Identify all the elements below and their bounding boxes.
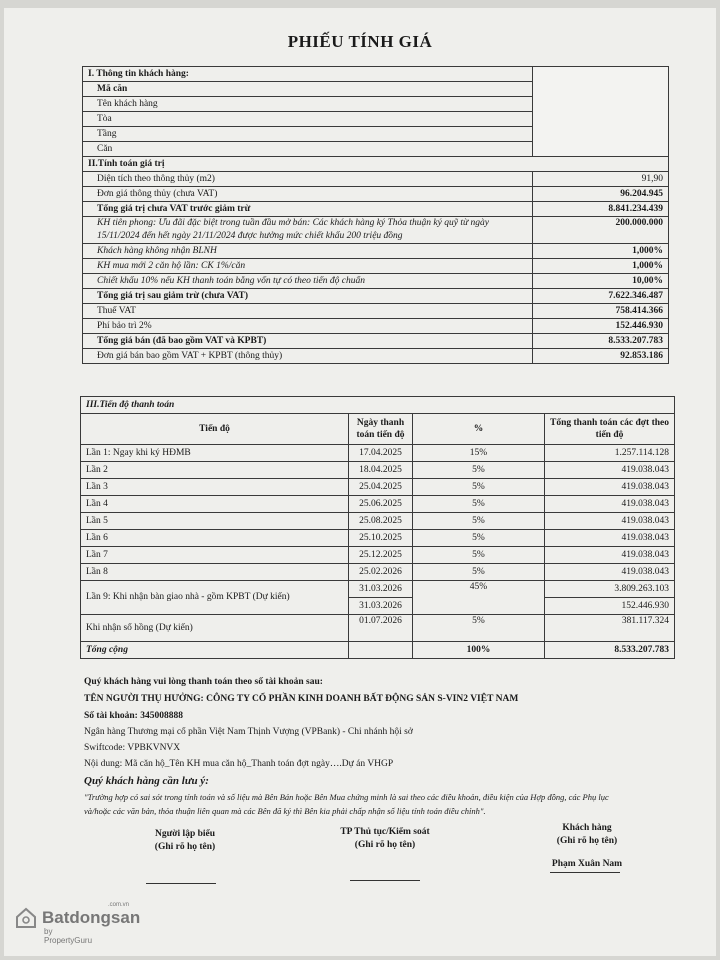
bank-name: Ngân hàng Thương mại cổ phần Việt Nam Thịnh Vượng (VPBank) - Chi nhánh hội sở xyxy=(84,727,413,737)
signature-customer xyxy=(532,822,642,871)
signature-title: Khách hàng xyxy=(562,823,612,833)
percent-cell: 5% xyxy=(413,530,545,547)
watermark-tld: .com.vn xyxy=(108,902,130,908)
amount-cell: 419.038.043 xyxy=(545,513,675,530)
pricing-value: 91,90 xyxy=(533,172,669,187)
total-date-empty xyxy=(349,642,413,659)
redacted-box xyxy=(533,67,669,157)
pricing-value: 1,000% xyxy=(533,259,669,274)
watermark-brand: Batdongsan xyxy=(42,908,141,927)
customer-heading: I. Thông tin khách hàng: xyxy=(83,67,533,82)
pricing-value: 8.841.234.439 xyxy=(533,202,669,217)
date-cell: 17.04.2025 xyxy=(349,445,413,462)
payment-schedule-table xyxy=(80,396,675,659)
total-percent: 100% xyxy=(413,642,545,659)
signature-subtitle: (Ghi rõ họ tên) xyxy=(154,842,216,852)
pricing-row xyxy=(83,349,669,364)
pricing-value: 96.204.945 xyxy=(533,187,669,202)
amount-cell: 381.117.324 xyxy=(545,615,675,642)
pricing-row xyxy=(83,319,669,334)
customer-name: Phạm Xuân Nam xyxy=(551,859,623,869)
schedule-total-row xyxy=(81,642,675,659)
note-line: và/hoặc các văn bản, thỏa thuận liên quan mà các Bên đã ký thì Bên kia phải chấp nhận số liệu tính toán điều chỉnh". xyxy=(84,806,486,816)
pricing-value: 7.622.346.487 xyxy=(533,289,669,304)
amount-cell: 419.038.043 xyxy=(545,462,675,479)
signature-line xyxy=(146,883,216,884)
pricing-row xyxy=(83,217,669,244)
schedule-row xyxy=(81,513,675,530)
schedule-row xyxy=(81,496,675,513)
house-icon xyxy=(14,906,38,930)
pricing-label: Tổng giá trị chưa VAT trước giảm trừ xyxy=(83,202,533,217)
date-cell: 25.04.2025 xyxy=(349,479,413,496)
schedule-row xyxy=(81,479,675,496)
schedule-row xyxy=(81,615,675,642)
stage-cell: Lần 9: Khi nhận bàn giao nhà - gồm KPBT (Dự kiến) xyxy=(81,581,349,615)
date-cell: 25.12.2025 xyxy=(349,547,413,564)
pricing-row xyxy=(83,202,669,217)
schedule-header-row xyxy=(81,414,675,445)
col-header-date: Ngày thanh toán tiến độ xyxy=(349,414,413,445)
bank-intro: Quý khách hàng vui lòng thanh toán theo số tài khoản sau: xyxy=(84,677,323,687)
pricing-label: Đơn giá bán bao gồm VAT + KPBT (thông thủy) xyxy=(83,349,533,364)
date-cell: 25.02.2026 xyxy=(349,564,413,581)
note-heading: Quý khách hàng cần lưu ý: xyxy=(84,775,209,787)
percent-cell: 15% xyxy=(413,445,545,462)
beneficiary: TÊN NGƯỜI THỤ HƯỞNG: CÔNG TY CỔ PHẦN KINH DOANH BẤT ĐỘNG SẢN S-VIN2 VIỆT NAM xyxy=(84,694,519,704)
date-cell: 25.06.2025 xyxy=(349,496,413,513)
pricing-label: KH mua mới 2 căn hộ lần: CK 1%/căn xyxy=(83,259,533,274)
pricing-value: 152.446.930 xyxy=(533,319,669,334)
pricing-row xyxy=(83,259,669,274)
signature-line xyxy=(350,880,420,881)
signature-preparer xyxy=(130,828,240,854)
percent-cell: 5% xyxy=(413,496,545,513)
pricing-label: Đơn giá thông thủy (chưa VAT) xyxy=(83,187,533,202)
pricing-value: 8.533.207.783 xyxy=(533,334,669,349)
customer-field: Mã căn xyxy=(83,82,533,97)
stage-cell: Lần 3 xyxy=(81,479,349,496)
pricing-row xyxy=(83,304,669,319)
signature-title: Người lập biểu xyxy=(154,829,216,839)
pricing-value: 1,000% xyxy=(533,244,669,259)
schedule-row xyxy=(81,445,675,462)
signature-subtitle: (Ghi rõ họ tên) xyxy=(556,836,618,846)
percent-cell: 5% xyxy=(413,479,545,496)
pricing-value: 200.000.000 xyxy=(533,217,669,244)
customer-field: Tên khách hàng xyxy=(83,97,533,112)
pricing-value: 758.414.366 xyxy=(533,304,669,319)
total-amount: 8.533.207.783 xyxy=(545,642,675,659)
amount-cell: 419.038.043 xyxy=(545,530,675,547)
stage-cell: Lần 8 xyxy=(81,564,349,581)
pricing-label: Tổng giá bán (đã bao gồm VAT và KPBT) xyxy=(83,334,533,349)
date-cell: 31.03.2026 xyxy=(349,598,413,615)
stage-cell: Lần 5 xyxy=(81,513,349,530)
signature-title: TP Thủ tục/Kiểm soát xyxy=(340,827,430,837)
pricing-value: 92.853.186 xyxy=(533,349,669,364)
schedule-row xyxy=(81,581,675,598)
pricing-table xyxy=(82,66,669,364)
customer-field: Tòa xyxy=(83,112,533,127)
amount-cell: 1.257.114.128 xyxy=(545,445,675,462)
percent-cell: 5% xyxy=(413,615,545,642)
date-cell: 25.10.2025 xyxy=(349,530,413,547)
amount-cell: 152.446.930 xyxy=(545,598,675,615)
pricing-row xyxy=(83,187,669,202)
pricing-row xyxy=(83,289,669,304)
amount-cell: 419.038.043 xyxy=(545,479,675,496)
swift-code: Swiftcode: VPBKVNVX xyxy=(84,743,181,753)
stage-cell: Lần 7 xyxy=(81,547,349,564)
pricing-label: Diện tích theo thông thủy (m2) xyxy=(83,172,533,187)
pricing-row xyxy=(83,334,669,349)
stage-cell: Lần 1: Ngay khi ký HĐMB xyxy=(81,445,349,462)
amount-cell: 419.038.043 xyxy=(545,547,675,564)
pricing-label: Khách hàng không nhận BLNH xyxy=(83,244,533,259)
date-cell: 25.08.2025 xyxy=(349,513,413,530)
amount-cell: 419.038.043 xyxy=(545,564,675,581)
pricing-row xyxy=(83,172,669,187)
signature-line xyxy=(550,872,620,873)
percent-cell: 45% xyxy=(413,581,545,615)
percent-cell: 5% xyxy=(413,564,545,581)
pricing-label: Thuế VAT xyxy=(83,304,533,319)
schedule-row xyxy=(81,564,675,581)
date-cell: 01.07.2026 xyxy=(349,615,413,642)
pricing-row xyxy=(83,244,669,259)
schedule-row xyxy=(81,530,675,547)
percent-cell: 5% xyxy=(413,513,545,530)
account-number: Số tài khoản: 345008888 xyxy=(84,711,183,721)
pricing-label: Chiết khấu 10% nếu KH thanh toán bằng vốn tự có theo tiến độ chuẩn xyxy=(83,274,533,289)
pricing-label: KH tiên phong: Ưu đãi đặc biệt trong tuần đầu mở bán: Các khách hàng ký Thỏa thuận ký quỹ từ ngày 15/11/2024 đến hết ngày 21/11/2024 được hưởng mức chiết khấu 200 triệu đồng xyxy=(83,217,533,244)
stage-cell: Lần 4 xyxy=(81,496,349,513)
stage-cell: Lần 2 xyxy=(81,462,349,479)
page-title: PHIẾU TÍNH GIÁ xyxy=(287,32,433,51)
date-cell: 18.04.2025 xyxy=(349,462,413,479)
col-header-amount: Tổng thanh toán các đợt theo tiến độ xyxy=(545,414,675,445)
pricing-heading-row xyxy=(83,157,669,172)
customer-field: Tầng xyxy=(83,127,533,142)
customer-heading-row xyxy=(83,67,669,82)
col-header-stage: Tiến độ xyxy=(81,414,349,445)
date-cell: 31.03.2026 xyxy=(349,581,413,598)
watermark-logo xyxy=(14,902,141,945)
pricing-heading: II.Tính toán giá trị xyxy=(83,157,669,172)
schedule-row xyxy=(81,462,675,479)
col-header-percent: % xyxy=(413,414,545,445)
pricing-row xyxy=(83,274,669,289)
transfer-content: Nội dung: Mã căn hộ_Tên KH mua căn hộ_Thanh toán đợt ngày….Dự án VHGP xyxy=(84,759,394,769)
percent-cell: 5% xyxy=(413,547,545,564)
customer-field: Căn xyxy=(83,142,533,157)
pricing-label: Tổng giá trị sau giảm trừ (chưa VAT) xyxy=(83,289,533,304)
stage-cell: Lần 6 xyxy=(81,530,349,547)
total-label: Tổng cộng xyxy=(81,642,349,659)
schedule-row xyxy=(81,547,675,564)
note-line: "Trường hợp có sai sót trong tính toán và số liệu mà Bên Bán hoặc Bên Mua chứng minh là sai theo các điều khoản, điều kiện của Hợp đồng, các Phụ lục xyxy=(84,792,609,802)
signature-subtitle: (Ghi rõ họ tên) xyxy=(354,840,416,850)
percent-cell: 5% xyxy=(413,462,545,479)
stage-cell: Khi nhận sổ hồng (Dự kiến) xyxy=(81,615,349,642)
schedule-heading: III.Tiến độ thanh toán xyxy=(81,397,675,414)
pricing-label: Phí bảo trì 2% xyxy=(83,319,533,334)
amount-cell: 419.038.043 xyxy=(545,496,675,513)
signature-approver xyxy=(320,826,450,852)
pricing-value: 10,00% xyxy=(533,274,669,289)
watermark-by: by PropertyGuru xyxy=(44,927,93,945)
amount-cell: 3.809.263.103 xyxy=(545,581,675,598)
